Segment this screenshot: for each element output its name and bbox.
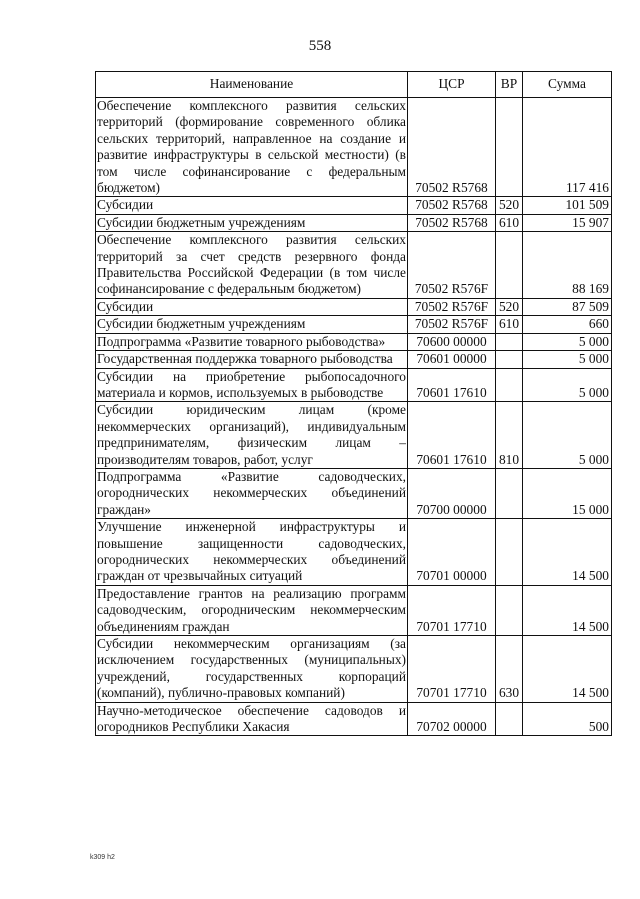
- table-row: [96, 636, 612, 703]
- row-vr: [496, 585, 523, 635]
- row-csr: 70701 17710: [408, 636, 496, 703]
- header-vr: ВР: [496, 72, 523, 98]
- row-name: Подпрограмма «Развитие товарного рыбоводства»: [96, 333, 408, 350]
- row-vr: [496, 702, 523, 736]
- row-csr: 70701 00000: [408, 519, 496, 586]
- table-row: [96, 197, 612, 214]
- row-name: Субсидии на приобретение рыбопосадочного материала и кормов, используемых в рыбоводстве: [97, 368, 406, 400]
- row-csr: 70502 R576F: [408, 316, 496, 333]
- row-sum: 14 500: [523, 636, 612, 703]
- row-vr: 630: [496, 636, 523, 703]
- row-sum: 5 000: [523, 402, 612, 469]
- table-row: [96, 702, 612, 736]
- table-body: [96, 98, 612, 736]
- table-row: [96, 519, 612, 586]
- table-row: [96, 298, 612, 315]
- row-name: Субсидии юридическим лицам (кроме некоммерческих организаций), индивидуальным предпринимателям, физическим лицам – производителям товаров, работ, услуг: [97, 402, 406, 467]
- row-name: Научно-методическое обеспечение садоводов и огородников Республики Хакасия: [97, 702, 406, 735]
- row-vr: 520: [496, 298, 523, 315]
- row-name: Обеспечение комплексного развития сельских территорий за счет средств резервного фонда Правительства Российской Федерации (в том числе софинансирование с федеральным бюджетом): [97, 232, 406, 297]
- table-row: [96, 585, 612, 635]
- row-csr: 70601 00000: [408, 351, 496, 368]
- row-csr: 70502 R576F: [408, 232, 496, 299]
- table-row: [96, 333, 612, 350]
- row-name: Субсидии некоммерческим организациям (за исключением государственных (муниципальных) учреждений, государственных корпораций (компаний), публично-правовых компаний): [97, 636, 406, 701]
- row-csr: 70700 00000: [408, 468, 496, 518]
- row-name: Государственная поддержка товарного рыбоводства: [96, 351, 408, 368]
- table-row: [96, 214, 612, 231]
- row-csr: 70702 00000: [408, 702, 496, 736]
- row-sum: 88 169: [523, 232, 612, 299]
- table-row: [96, 351, 612, 368]
- row-sum: 117 416: [523, 98, 612, 197]
- row-vr: [496, 351, 523, 368]
- row-csr: 70601 17610: [408, 402, 496, 469]
- row-vr: [496, 333, 523, 350]
- table-header-row: [96, 72, 612, 98]
- row-name: Обеспечение комплексного развития сельских территорий (формирование современного облика сельских территорий, направленное на создание и развитие инфраструктуры в сельской местности) (в том числе софинансирование с федеральным бюджетом): [97, 98, 406, 196]
- row-vr: 610: [496, 316, 523, 333]
- budget-table: [95, 71, 612, 736]
- row-csr: 70600 00000: [408, 333, 496, 350]
- row-vr: [496, 98, 523, 197]
- row-sum: 5 000: [523, 368, 612, 402]
- row-sum: 14 500: [523, 519, 612, 586]
- header-name: Наименование: [96, 72, 408, 98]
- table-row: [96, 232, 612, 299]
- row-sum: 5 000: [523, 351, 612, 368]
- footer-code: k309 h2: [90, 854, 115, 861]
- row-vr: 810: [496, 402, 523, 469]
- table-row: [96, 368, 612, 402]
- row-sum: 5 000: [523, 333, 612, 350]
- row-name: Субсидии бюджетным учреждениям: [96, 214, 408, 231]
- row-vr: [496, 468, 523, 518]
- row-sum: 101 509: [523, 197, 612, 214]
- row-vr: [496, 232, 523, 299]
- row-name: Подпрограмма «Развитие садоводческих, огороднических некоммерческих объединений граждан»: [97, 468, 406, 517]
- row-csr: 70601 17610: [408, 368, 496, 402]
- row-sum: 87 509: [523, 298, 612, 315]
- table-row: [96, 98, 612, 197]
- row-sum: 660: [523, 316, 612, 333]
- row-name: Субсидии: [96, 298, 408, 315]
- row-csr: 70701 17710: [408, 585, 496, 635]
- row-sum: 15 907: [523, 214, 612, 231]
- page-number: 558: [308, 38, 332, 54]
- row-name: Субсидии бюджетным учреждениям: [96, 316, 408, 333]
- table-row: [96, 468, 612, 518]
- row-vr: [496, 519, 523, 586]
- row-sum: 14 500: [523, 585, 612, 635]
- row-vr: 610: [496, 214, 523, 231]
- row-sum: 500: [523, 702, 612, 736]
- row-name: Улучшение инженерной инфраструктуры и повышение защищенности садоводческих, огороднических некоммерческих объединений граждан от чрезвычайных ситуаций: [97, 519, 406, 584]
- header-csr: ЦСР: [408, 72, 496, 98]
- table-row: [96, 402, 612, 469]
- header-sum: Сумма: [523, 72, 612, 98]
- row-name: Субсидии: [96, 197, 408, 214]
- row-name: Предоставление грантов на реализацию программ садоводческим, огородническим некоммерческим объединениям граждан: [97, 585, 406, 634]
- row-vr: [496, 368, 523, 402]
- row-csr: 70502 R5768: [408, 98, 496, 197]
- row-csr: 70502 R5768: [408, 214, 496, 231]
- table-row: [96, 316, 612, 333]
- row-vr: 520: [496, 197, 523, 214]
- row-csr: 70502 R576F: [408, 298, 496, 315]
- row-sum: 15 000: [523, 468, 612, 518]
- row-csr: 70502 R5768: [408, 197, 496, 214]
